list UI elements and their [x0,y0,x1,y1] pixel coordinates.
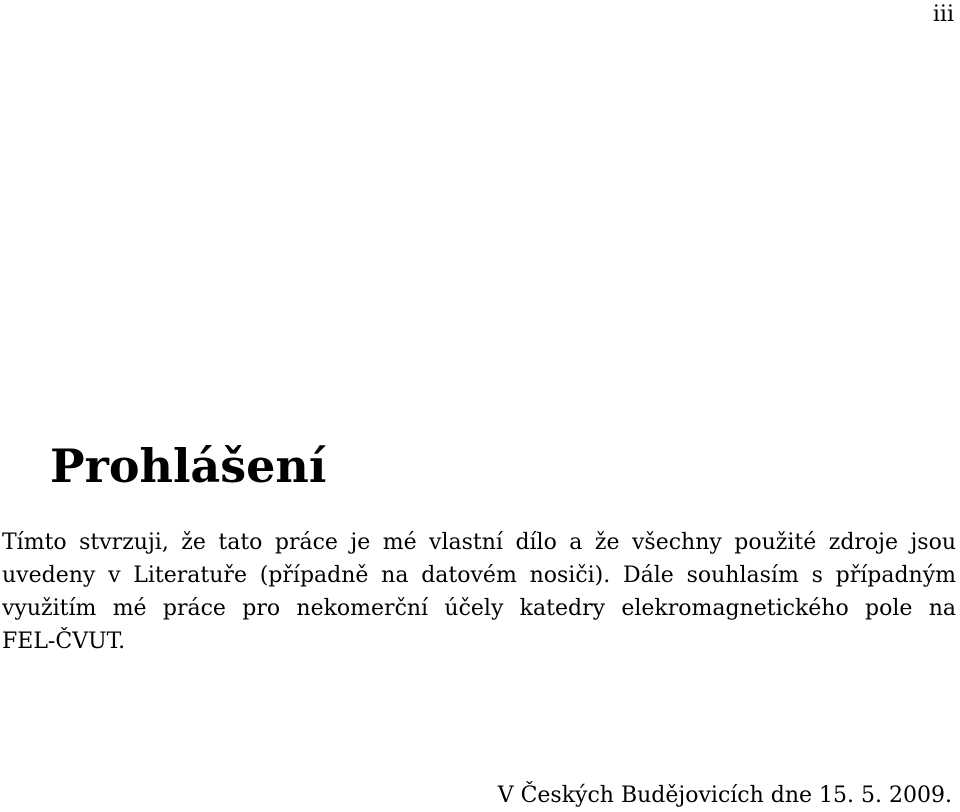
declaration-text [2,526,956,658]
page-number: iii [932,2,954,27]
declaration-line-4: FEL-ČVUT. [2,629,126,654]
place-date-line: V Českých Budějovicích dne 15. 5. 2009. [497,783,952,808]
page-heading: Prohlášení [50,439,327,493]
declaration-line-1: Tímto stvrzuji, že tato práce je mé vlastní dílo a že všechny použité zdroje jsou [2,530,956,555]
declaration-line-3: využitím mé práce pro nekomerční účely katedry elekromagnetického pole na [2,596,956,621]
declaration-line-2: uvedeny v Literatuře (případně na datovém nosiči). Dále souhlasím s případným [2,563,956,588]
